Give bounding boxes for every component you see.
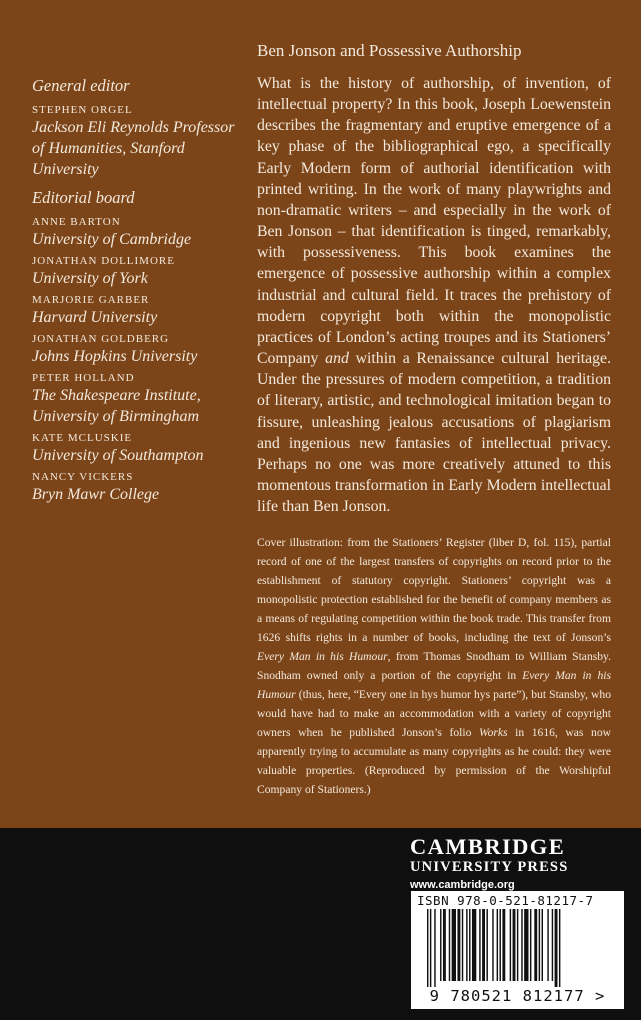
publisher-press: UNIVERSITY PRESS	[410, 859, 569, 875]
barcode-bar	[469, 909, 470, 981]
barcode-bar	[500, 909, 501, 981]
blurb-text: within a Renaissance cultural heritage. Under the pressures of modern competition, a tradition of literary, artistic, and technological imitation began to fissure, unleashing jealous accusations of plagiarism and ingenious new fantasies of intellectual privacy. Perhaps no one was more creatively attuned to this momentous transformation in Early Modern intellectual life than Ben Jonson.	[257, 350, 612, 516]
barcode-bar	[457, 909, 460, 981]
board-member-name: JONATHAN GOLDBERG	[32, 333, 170, 345]
publisher-url: www.cambridge.org	[410, 879, 515, 891]
barcode-bars	[415, 909, 620, 987]
board-member-name: ANNE BARTON	[32, 216, 121, 228]
barcode-bar	[440, 909, 441, 981]
note-text: Cover illustration: from the Stationers’ Register (liber D, fol. 115), partial record of one of the largest transfers of copyrights on record prior to the establishment of statutory copyright. Stationers’ copyright was a monopolistic protection established for the benefit of company members as a means of regulating competition within the book trade. This transfer from 1626 shifts rights in a number of books, including the text of Jonson’s	[257, 536, 611, 645]
barcode-bar	[430, 909, 431, 987]
barcode-bar	[486, 909, 487, 981]
barcode-bar	[434, 909, 435, 987]
editorial-sidebar	[32, 76, 247, 509]
note-text: (thus, here, “Every one in hys humor hys parte”), but Stansby, who would have had to make an accommodation with a variety of copyright owners when he published Jonson’s folio	[257, 688, 611, 740]
blurb-text: What is the history of authorship, of invention, of intellectual property? In this book, Joseph Loewenstein describes the fragmentary and eruptive emergence of a key phase of the bibliographical ego, a specifically Early Modern form of authorial identification with printed writing. In the work of many playwrights and non-dramatic writers – and especially in the work of Ben Jonson – that identification is tinged, remarkably, with possessiveness. This book examines the emergence of possessive authorship within a complex industrial and cultural field. It traces the prehistory of modern copyright both within the monopolistic practices of London’s acting troupes and its Stationers’ Company	[257, 75, 611, 368]
barcode-bar	[534, 909, 537, 981]
barcode-bar	[479, 909, 480, 981]
book-description	[257, 73, 611, 517]
note-text: , from Thomas Snodham to William Stansby. Snodham owned only a portion of the copyright in	[257, 650, 611, 683]
barcode-bar	[466, 909, 467, 981]
board-member-affiliation: Harvard University	[32, 309, 158, 326]
general-editor-heading: General editor	[32, 76, 130, 95]
barcode-bar	[492, 909, 493, 981]
barcode-bar	[521, 909, 522, 981]
barcode-bar	[542, 909, 543, 981]
note-work-title: Every Man in his Humour	[257, 669, 611, 702]
barcode-bar	[513, 909, 516, 981]
barcode-bar	[530, 909, 531, 981]
board-member-name: KATE MCLUSKIE	[32, 432, 133, 444]
board-member-affiliation: The Shakespeare Institute, University of Birmingham	[32, 387, 201, 425]
barcode	[411, 891, 624, 1009]
description-column	[257, 40, 611, 799]
note-work-title: Works	[478, 726, 508, 740]
board-member-name: MARJORIE GARBER	[32, 294, 150, 306]
board-member-affiliation: University of York	[32, 270, 148, 287]
barcode-bar	[452, 909, 456, 981]
barcode-bar	[472, 909, 476, 981]
barcode-bar	[555, 909, 558, 987]
barcode-bar	[539, 909, 540, 981]
note-text: in 1616, was now apparently trying to accumulate as many copyrights as he could: they were valuable properties. (Reproduced by permission of the Worshipful Company of Stationers.)	[257, 726, 611, 797]
general-editor-name: STEPHEN ORGEL	[32, 104, 133, 116]
barcode-bar	[524, 909, 528, 981]
barcode-digits: 9 780521 812177 >	[429, 987, 606, 1005]
book-title: Ben Jonson and Possessive Authorship	[257, 41, 522, 60]
barcode-bar	[482, 909, 485, 981]
barcode-bar	[443, 909, 446, 981]
isbn-label: ISBN 978-0-521-81217-7	[417, 893, 594, 908]
barcode-bar	[552, 909, 553, 981]
board-member-name: NANCY VICKERS	[32, 471, 134, 483]
cover-illustration-note	[257, 533, 611, 799]
board-member-affiliation: University of Cambridge	[32, 231, 192, 248]
publisher-name: CAMBRIDGE	[410, 834, 566, 859]
general-editor-affiliation: Jackson Eli Reynolds Professor of Humanities, Stanford University	[32, 119, 235, 178]
barcode-bar	[559, 909, 560, 987]
barcode-bar	[449, 909, 450, 981]
board-member-affiliation: Bryn Mawr College	[32, 486, 160, 503]
barcode-bar	[497, 909, 498, 981]
barcode-bar	[427, 909, 428, 987]
barcode-bar	[517, 909, 518, 981]
barcode-bar	[502, 909, 505, 981]
barcode-bar	[462, 909, 463, 981]
board-member-name: JONATHAN DOLLIMORE	[32, 255, 175, 267]
board-member-affiliation: Johns Hopkins University	[32, 348, 198, 365]
blurb-emphasis: and	[325, 350, 349, 368]
note-work-title: Every Man in his Humour	[257, 650, 388, 664]
board-member-affiliation: University of Southampton	[32, 447, 204, 464]
barcode-bar	[510, 909, 511, 981]
barcode-bar	[547, 909, 548, 981]
board-member-name: PETER HOLLAND	[32, 372, 135, 384]
editorial-board-heading: Editorial board	[32, 188, 135, 207]
publisher-logo	[410, 835, 620, 893]
